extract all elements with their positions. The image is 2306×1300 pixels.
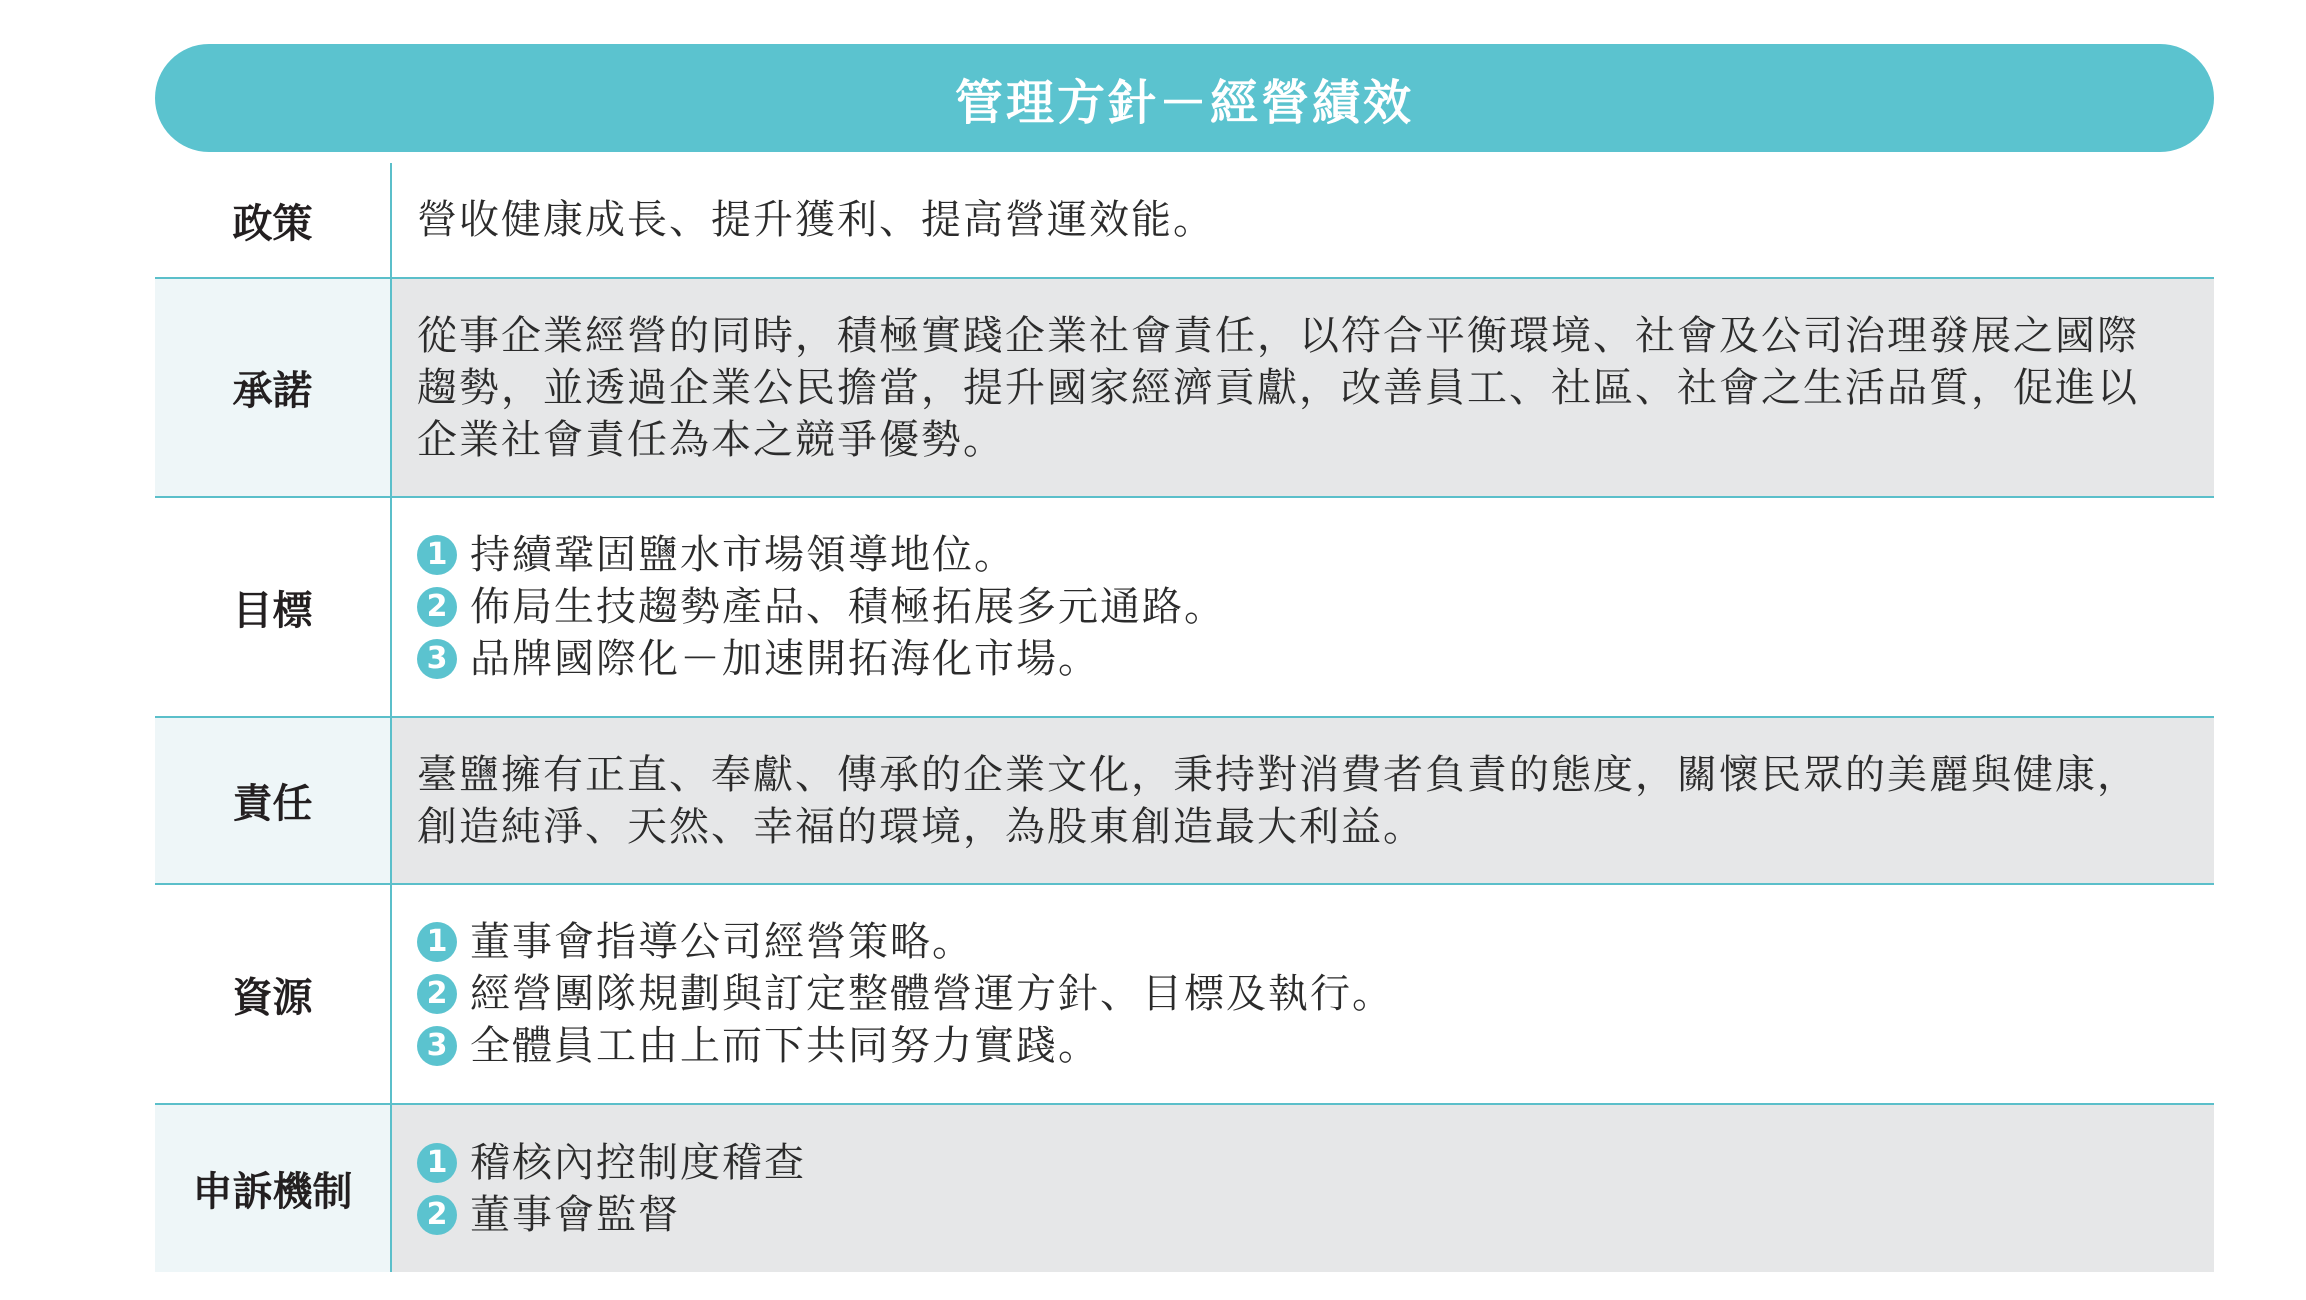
number-badge: 3 bbox=[417, 639, 457, 679]
row-goals bbox=[155, 496, 2214, 716]
number-badge: 1 bbox=[417, 535, 457, 575]
numbered-item bbox=[417, 1137, 2214, 1189]
item-text: 品牌國際化－加速開拓海化市場。 bbox=[470, 636, 1100, 682]
row-content bbox=[392, 1105, 2214, 1272]
row-content bbox=[392, 279, 2214, 496]
row-text-line: 企業社會責任為本之競爭優勢。 bbox=[417, 416, 1005, 463]
row-commitment bbox=[155, 277, 2214, 496]
numbered-item bbox=[417, 1189, 2214, 1241]
row-content bbox=[392, 885, 2214, 1103]
row-text-line: 臺鹽擁有正直、奉獻、傳承的企業文化，秉持對消費者負責的態度，關懷民眾的美麗與健康， bbox=[417, 751, 2139, 798]
row-text-line: 趨勢，並透過企業公民擔當，提升國家經濟貢獻，改善員工、社區、社會之生活品質，促進以 bbox=[417, 364, 2139, 411]
numbered-item bbox=[417, 916, 2214, 968]
row-resources bbox=[155, 883, 2214, 1103]
number-badge: 1 bbox=[417, 1143, 457, 1183]
row-responsibility bbox=[155, 716, 2214, 883]
number-badge: 2 bbox=[417, 1195, 457, 1235]
row-grievance-mechanism bbox=[155, 1103, 2214, 1272]
row-content bbox=[392, 163, 2214, 277]
numbered-item bbox=[417, 529, 2214, 581]
row-text-line: 營收健康成長、提升獲利、提高營運效能。 bbox=[417, 197, 1215, 243]
numbered-item bbox=[417, 633, 2214, 685]
number-badge: 2 bbox=[417, 587, 457, 627]
number-badge: 1 bbox=[417, 922, 457, 962]
row-text-line: 創造純淨、天然、幸福的環境，為股東創造最大利益。 bbox=[417, 803, 1425, 850]
row-label: 目標 bbox=[155, 498, 392, 716]
row-content bbox=[392, 498, 2214, 716]
row-label: 申訴機制 bbox=[155, 1105, 392, 1272]
page-title: 管理方針－經營績效 bbox=[954, 74, 1414, 131]
numbered-item bbox=[417, 1020, 2214, 1072]
item-text: 全體員工由上而下共同努力實踐。 bbox=[470, 1023, 1100, 1069]
management-policy-table bbox=[155, 163, 2214, 1272]
row-label: 政策 bbox=[155, 163, 392, 277]
item-text: 經營團隊規劃與訂定整體營運方針、目標及執行。 bbox=[470, 971, 1394, 1017]
number-badge: 2 bbox=[417, 974, 457, 1014]
item-text: 稽核內控制度稽查 bbox=[470, 1139, 806, 1186]
title-banner bbox=[155, 44, 2214, 152]
row-label: 資源 bbox=[155, 885, 392, 1103]
row-text-line: 從事企業經營的同時，積極實踐企業社會責任，以符合平衡環境、社會及公司治理發展之國際 bbox=[417, 312, 2139, 359]
row-content bbox=[392, 718, 2214, 883]
item-text: 佈局生技趨勢產品、積極拓展多元通路。 bbox=[470, 584, 1226, 630]
numbered-item bbox=[417, 581, 2214, 633]
row-label: 責任 bbox=[155, 718, 392, 883]
row-policy bbox=[155, 163, 2214, 277]
number-badge: 3 bbox=[417, 1026, 457, 1066]
item-text: 董事會指導公司經營策略。 bbox=[470, 919, 974, 965]
numbered-item bbox=[417, 968, 2214, 1020]
row-label: 承諾 bbox=[155, 279, 392, 496]
item-text: 持續鞏固鹽水市場領導地位。 bbox=[470, 532, 1016, 578]
item-text: 董事會監督 bbox=[470, 1191, 680, 1238]
